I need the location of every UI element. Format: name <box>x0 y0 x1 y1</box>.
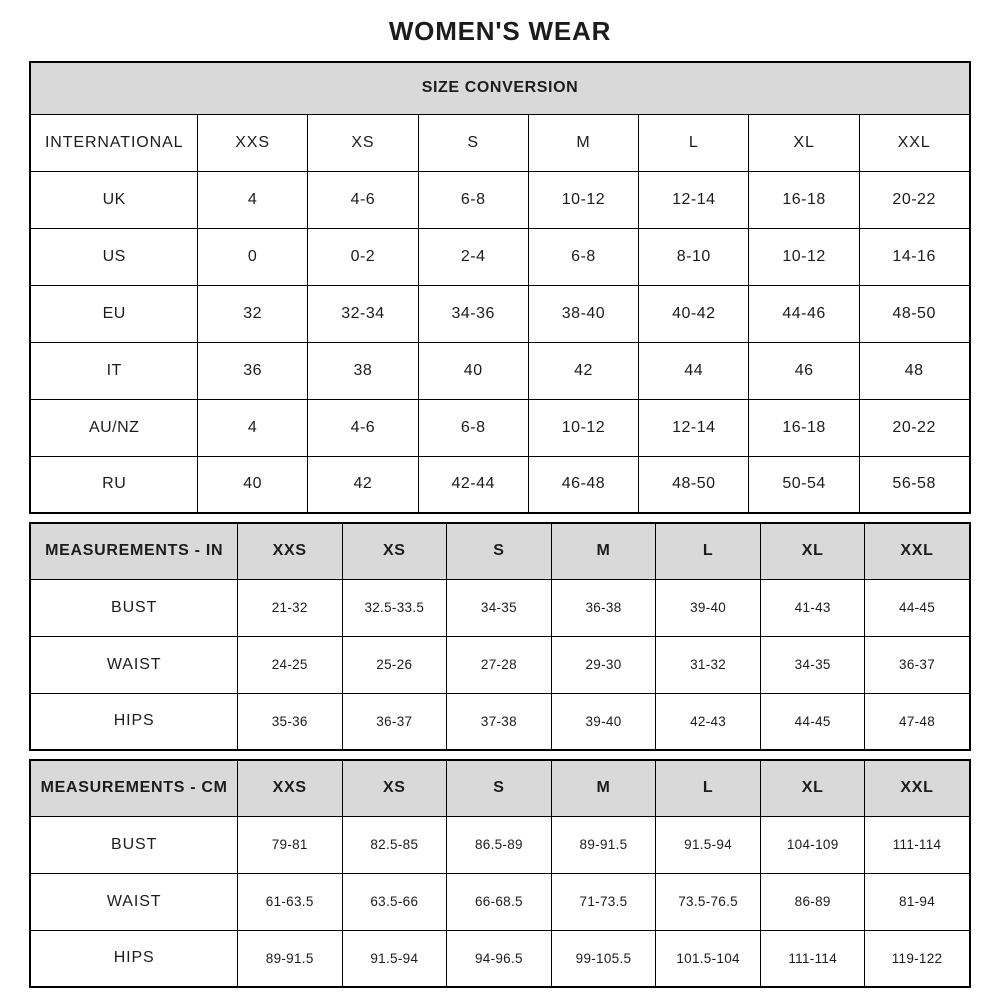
size-header-cell: S <box>447 523 552 579</box>
value-cell: 29-30 <box>551 636 656 693</box>
row-label: IT <box>30 342 197 399</box>
value-cell: 44-45 <box>760 693 865 750</box>
table-row <box>30 399 969 456</box>
value-cell: 111-114 <box>865 816 970 873</box>
row-label: UK <box>30 171 197 228</box>
value-cell: 35-36 <box>237 693 342 750</box>
row-label: HIPS <box>30 930 237 987</box>
measurements-cm-table <box>29 759 970 988</box>
row-label: HIPS <box>30 693 237 750</box>
value-cell: 89-91.5 <box>237 930 342 987</box>
value-cell: 99-105.5 <box>551 930 656 987</box>
row-label: EU <box>30 285 197 342</box>
value-cell: 94-96.5 <box>447 930 552 987</box>
value-cell: 66-68.5 <box>447 873 552 930</box>
table-row <box>30 636 969 693</box>
value-cell: 10-12 <box>528 399 638 456</box>
value-cell: 38 <box>308 342 418 399</box>
value-cell: 32-34 <box>308 285 418 342</box>
value-cell: 20-22 <box>859 399 969 456</box>
size-header-cell: XL <box>760 760 865 816</box>
value-cell: 46-48 <box>528 456 638 513</box>
value-cell: 4-6 <box>308 171 418 228</box>
size-header-cell: XXS <box>237 760 342 816</box>
value-cell: 31-32 <box>656 636 761 693</box>
value-cell: 36-38 <box>551 579 656 636</box>
value-cell: 111-114 <box>760 930 865 987</box>
table-header-row <box>30 114 969 171</box>
size-header-cell: S <box>418 114 528 171</box>
value-cell: 38-40 <box>528 285 638 342</box>
size-header-cell: XXS <box>197 114 307 171</box>
row-label: RU <box>30 456 197 513</box>
value-cell: 25-26 <box>342 636 447 693</box>
tables-container <box>0 61 1000 988</box>
value-cell: 81-94 <box>865 873 970 930</box>
value-cell: 48-50 <box>859 285 969 342</box>
value-cell: 89-91.5 <box>551 816 656 873</box>
value-cell: 39-40 <box>656 579 761 636</box>
value-cell: 34-35 <box>447 579 552 636</box>
value-cell: 32 <box>197 285 307 342</box>
value-cell: 44-45 <box>865 579 970 636</box>
value-cell: 2-4 <box>418 228 528 285</box>
value-cell: 73.5-76.5 <box>656 873 761 930</box>
table-label-cell: MEASUREMENTS - IN <box>30 523 237 579</box>
size-header-cell: XS <box>342 760 447 816</box>
value-cell: 61-63.5 <box>237 873 342 930</box>
value-cell: 42-44 <box>418 456 528 513</box>
row-label: BUST <box>30 816 237 873</box>
value-cell: 27-28 <box>447 636 552 693</box>
size-header-cell: XS <box>308 114 418 171</box>
row-label: AU/NZ <box>30 399 197 456</box>
value-cell: 34-35 <box>760 636 865 693</box>
row-label: BUST <box>30 579 237 636</box>
value-cell: 16-18 <box>749 399 859 456</box>
table-row <box>30 930 969 987</box>
size-header-cell: XS <box>342 523 447 579</box>
value-cell: 91.5-94 <box>656 816 761 873</box>
value-cell: 36-37 <box>865 636 970 693</box>
value-cell: 37-38 <box>447 693 552 750</box>
value-cell: 40-42 <box>639 285 749 342</box>
size-header-cell: XXS <box>237 523 342 579</box>
value-cell: 56-58 <box>859 456 969 513</box>
value-cell: 24-25 <box>237 636 342 693</box>
table-row <box>30 873 969 930</box>
value-cell: 16-18 <box>749 171 859 228</box>
table-row <box>30 342 969 399</box>
value-cell: 4 <box>197 171 307 228</box>
value-cell: 41-43 <box>760 579 865 636</box>
size-conversion-table <box>29 61 970 514</box>
size-header-cell: S <box>447 760 552 816</box>
value-cell: 47-48 <box>865 693 970 750</box>
row-label: US <box>30 228 197 285</box>
value-cell: 39-40 <box>551 693 656 750</box>
size-header-cell: XL <box>760 523 865 579</box>
size-header-cell: L <box>656 523 761 579</box>
value-cell: 42-43 <box>656 693 761 750</box>
size-header-cell: M <box>551 760 656 816</box>
table-row <box>30 816 969 873</box>
table-row <box>30 693 969 750</box>
value-cell: 36-37 <box>342 693 447 750</box>
table-header-row <box>30 523 969 579</box>
table-row <box>30 171 969 228</box>
value-cell: 48 <box>859 342 969 399</box>
value-cell: 10-12 <box>749 228 859 285</box>
table-banner: SIZE CONVERSION <box>30 62 969 114</box>
value-cell: 86-89 <box>760 873 865 930</box>
value-cell: 48-50 <box>639 456 749 513</box>
value-cell: 119-122 <box>865 930 970 987</box>
table-label-cell: INTERNATIONAL <box>30 114 197 171</box>
table-row <box>30 456 969 513</box>
value-cell: 82.5-85 <box>342 816 447 873</box>
size-header-cell: L <box>639 114 749 171</box>
value-cell: 4 <box>197 399 307 456</box>
value-cell: 50-54 <box>749 456 859 513</box>
page-title: WOMEN'S WEAR <box>388 16 612 46</box>
value-cell: 0 <box>197 228 307 285</box>
value-cell: 63.5-66 <box>342 873 447 930</box>
value-cell: 6-8 <box>528 228 638 285</box>
table-banner-row <box>30 62 969 114</box>
value-cell: 101.5-104 <box>656 930 761 987</box>
value-cell: 91.5-94 <box>342 930 447 987</box>
table-row <box>30 228 969 285</box>
size-header-cell: XXL <box>865 523 970 579</box>
size-header-cell: M <box>528 114 638 171</box>
size-header-cell: XXL <box>865 760 970 816</box>
value-cell: 34-36 <box>418 285 528 342</box>
value-cell: 20-22 <box>859 171 969 228</box>
value-cell: 104-109 <box>760 816 865 873</box>
size-header-cell: XXL <box>859 114 969 171</box>
value-cell: 12-14 <box>639 171 749 228</box>
value-cell: 10-12 <box>528 171 638 228</box>
value-cell: 21-32 <box>237 579 342 636</box>
table-row <box>30 285 969 342</box>
row-label: WAIST <box>30 636 237 693</box>
table-row <box>30 579 969 636</box>
value-cell: 79-81 <box>237 816 342 873</box>
value-cell: 8-10 <box>639 228 749 285</box>
value-cell: 46 <box>749 342 859 399</box>
table-header-row <box>30 760 969 816</box>
value-cell: 6-8 <box>418 399 528 456</box>
measurements-in-table <box>29 522 970 751</box>
value-cell: 86.5-89 <box>447 816 552 873</box>
value-cell: 44-46 <box>749 285 859 342</box>
value-cell: 14-16 <box>859 228 969 285</box>
value-cell: 4-6 <box>308 399 418 456</box>
value-cell: 6-8 <box>418 171 528 228</box>
table-label-cell: MEASUREMENTS - CM <box>30 760 237 816</box>
value-cell: 36 <box>197 342 307 399</box>
value-cell: 40 <box>197 456 307 513</box>
value-cell: 42 <box>308 456 418 513</box>
value-cell: 32.5-33.5 <box>342 579 447 636</box>
value-cell: 40 <box>418 342 528 399</box>
row-label: WAIST <box>30 873 237 930</box>
size-header-cell: L <box>656 760 761 816</box>
value-cell: 42 <box>528 342 638 399</box>
value-cell: 44 <box>639 342 749 399</box>
value-cell: 0-2 <box>308 228 418 285</box>
size-header-cell: XL <box>749 114 859 171</box>
size-header-cell: M <box>551 523 656 579</box>
value-cell: 12-14 <box>639 399 749 456</box>
value-cell: 71-73.5 <box>551 873 656 930</box>
